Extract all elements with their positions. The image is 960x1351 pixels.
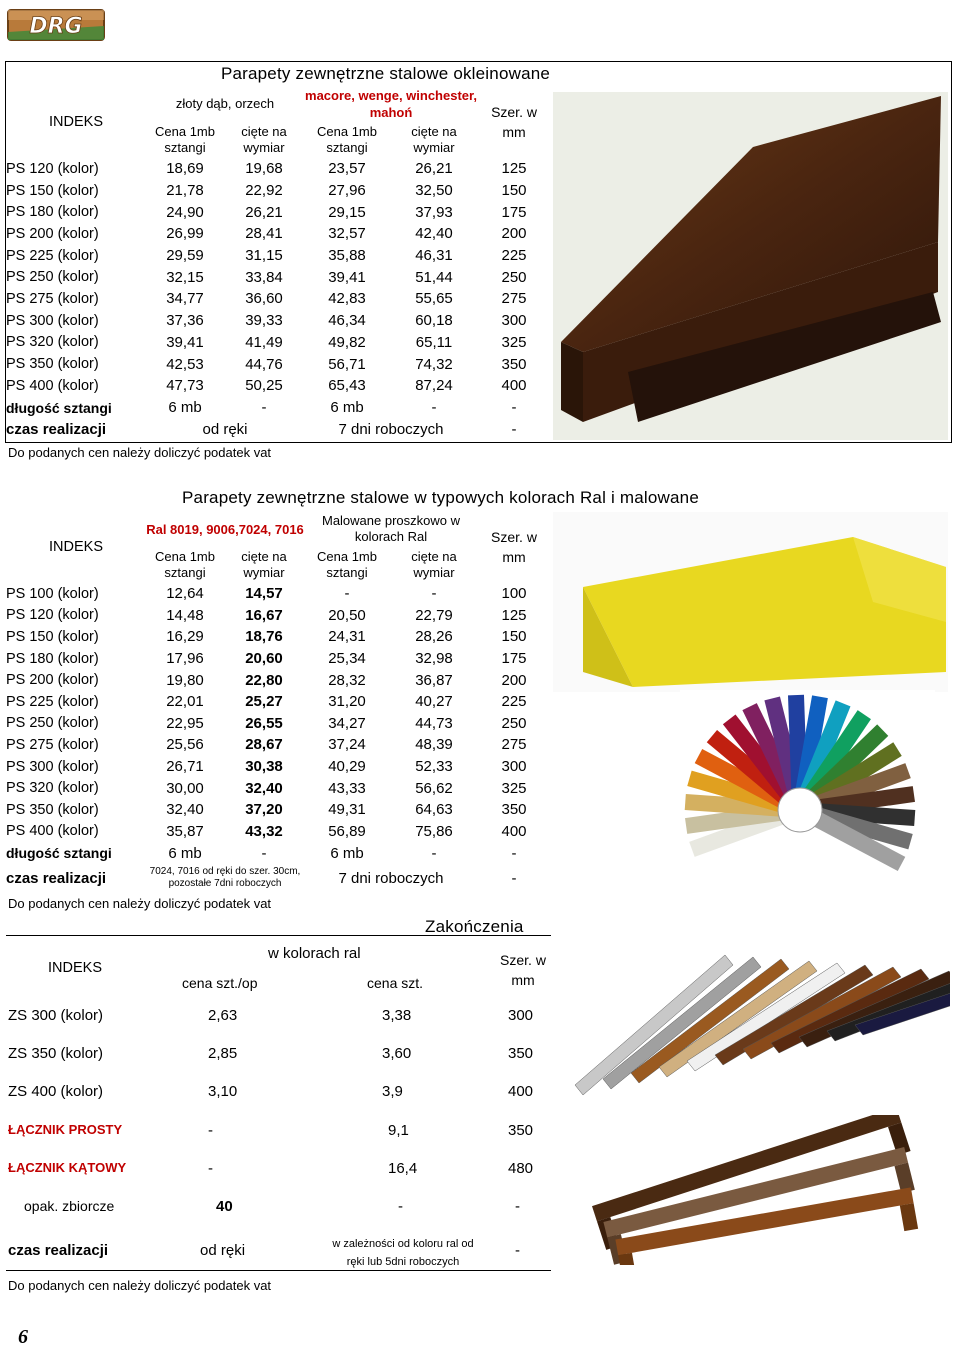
- section1-table: [6, 62, 550, 441]
- price-cell: 26,21: [415, 160, 453, 178]
- price-cell: 325: [501, 333, 527, 351]
- price-cell: 3,10: [208, 1083, 238, 1100]
- price-cell: 3,38: [382, 1007, 412, 1024]
- price-cell: 16,67: [245, 606, 283, 624]
- price-cell: 200: [501, 225, 527, 243]
- price-cell: 21,78: [166, 182, 204, 200]
- row-index: PS 200 (kolor): [6, 225, 99, 242]
- price-cell: 25,34: [328, 650, 366, 668]
- price-cell: 65,43: [328, 377, 366, 395]
- table-row: [6, 734, 550, 756]
- price-cell: 300: [508, 1007, 534, 1024]
- price-cell: 75,86: [415, 822, 453, 840]
- time-value: w zależności od koloru ral od ręki lub 5dni roboczych: [332, 1238, 474, 1268]
- section1-index-label: INDEKS: [49, 114, 103, 130]
- length-value: -: [431, 399, 437, 417]
- row-index: PS 275 (kolor): [6, 736, 99, 753]
- price-cell: 35,87: [166, 822, 204, 840]
- price-cell: 22,92: [245, 182, 283, 200]
- yellow-sill-photo: [553, 512, 948, 692]
- table-row: [6, 691, 550, 713]
- time-value: -: [511, 421, 517, 439]
- length-value: 6 mb: [168, 844, 202, 862]
- time-value: -: [515, 1242, 520, 1259]
- price-cell: 56,62: [415, 779, 453, 797]
- row-index: PS 400 (kolor): [6, 823, 99, 840]
- row-index: PS 275 (kolor): [6, 290, 99, 307]
- price-cell: 47,73: [166, 377, 204, 395]
- time-value: 7024, 7016 od ręki do szer. 30cm, pozostałe 7dni roboczych: [149, 866, 301, 890]
- row-index: PS 350 (kolor): [6, 801, 99, 818]
- length-value: -: [261, 399, 267, 417]
- fan-pivot: [778, 788, 822, 832]
- length-value: -: [511, 844, 517, 862]
- row-index: ZS 350 (kolor): [8, 1045, 104, 1062]
- end-caps-photo: [555, 935, 950, 1103]
- price-cell: 31,15: [245, 247, 283, 265]
- price-cell: 25,56: [166, 736, 204, 754]
- price-cell: 350: [501, 355, 527, 373]
- table-row: [6, 799, 550, 821]
- row-index: PS 300 (kolor): [6, 312, 99, 329]
- price-cell: 150: [501, 182, 527, 200]
- connector-label: ŁĄCZNIK KĄTOWY: [8, 1160, 127, 1175]
- price-cell: 225: [501, 247, 527, 265]
- row-index: PS 320 (kolor): [6, 334, 99, 351]
- price-cell: 39,41: [328, 268, 366, 286]
- table-row: [6, 583, 550, 605]
- length-value: -: [511, 399, 517, 417]
- price-cell: 56,71: [328, 355, 366, 373]
- logo-text: DRG: [29, 14, 83, 39]
- price-cell: 35,88: [328, 247, 366, 265]
- table-row: [6, 310, 550, 332]
- section2-col-header: Cena 1mb sztangi: [317, 549, 377, 580]
- price-cell: 40,27: [415, 693, 453, 711]
- price-cell: 42,83: [328, 290, 366, 308]
- price-cell: 20,50: [328, 606, 366, 624]
- row-index: PS 320 (kolor): [6, 780, 99, 797]
- section2-col-header: Cena 1mb sztangi: [155, 549, 215, 580]
- price-cell: 250: [501, 268, 527, 286]
- price-cell: 42,53: [166, 355, 204, 373]
- time-value: od ręki: [202, 421, 248, 439]
- length-value: 6 mb: [330, 399, 364, 417]
- price-cell: 64,63: [415, 801, 453, 819]
- price-cell: 26,21: [245, 203, 283, 221]
- table-row: [6, 223, 550, 245]
- section2-vat-note: Do podanych cen należy doliczyć podatek vat: [8, 896, 272, 911]
- section2-width-label: Szer. w mm: [491, 529, 537, 565]
- length-label: długość sztangi: [6, 845, 112, 862]
- row-index: PS 225 (kolor): [6, 247, 99, 264]
- price-cell: 3,9: [382, 1083, 403, 1100]
- price-cell: 50,25: [245, 377, 283, 395]
- price-cell: 20,60: [245, 650, 283, 668]
- price-cell: 14,57: [245, 585, 283, 603]
- price-cell: 19,68: [245, 160, 283, 178]
- connectors-photo: [575, 1115, 935, 1265]
- price-cell: 275: [501, 736, 527, 754]
- section1-group2-label: macore, wenge, winchester, mahoń: [305, 88, 477, 120]
- price-cell: 44,76: [245, 355, 283, 373]
- price-cell: 60,18: [415, 312, 453, 330]
- price-cell: 25,27: [245, 693, 283, 711]
- price-cell: 125: [501, 606, 527, 624]
- price-cell: 33,84: [245, 268, 283, 286]
- row-index: PS 180 (kolor): [6, 650, 99, 667]
- section3-width-label: Szer. w mm: [500, 952, 546, 988]
- price-cell: -: [344, 585, 350, 603]
- row-index: PS 150 (kolor): [6, 182, 99, 199]
- price-cell: 22,01: [166, 693, 204, 711]
- price-cell: -: [431, 585, 437, 603]
- price-cell: 32,50: [415, 182, 453, 200]
- price-cell: 51,44: [415, 268, 453, 286]
- price-cell: 37,20: [245, 801, 283, 819]
- price-cell: 29,15: [328, 203, 366, 221]
- section3-index-label: INDEKS: [48, 960, 102, 976]
- table-row: [6, 375, 550, 397]
- price-cell: 27,96: [328, 182, 366, 200]
- section3-group-label: w kolorach ral: [268, 945, 361, 962]
- row-index: PS 350 (kolor): [6, 356, 99, 373]
- price-cell: 28,26: [415, 628, 453, 646]
- section1-col-header: Cena 1mb sztangi: [155, 124, 215, 155]
- price-cell: 350: [501, 801, 527, 819]
- price-cell: 29,59: [166, 247, 204, 265]
- price-cell: 480: [508, 1160, 534, 1177]
- row-index: PS 250 (kolor): [6, 269, 99, 286]
- package-value: 40: [216, 1198, 233, 1215]
- package-label: opak. zbiorcze: [24, 1198, 115, 1214]
- table-row: [6, 713, 550, 735]
- table-row: [6, 158, 550, 180]
- table-row: [6, 777, 550, 799]
- price-cell: 31,20: [328, 693, 366, 711]
- price-cell: 26,99: [166, 225, 204, 243]
- price-cell: 43,32: [245, 822, 283, 840]
- row-index: PS 100 (kolor): [6, 585, 99, 602]
- row-index: PS 300 (kolor): [6, 758, 99, 775]
- time-label: czas realizacji: [6, 869, 107, 887]
- row-index: ZS 300 (kolor): [8, 1007, 104, 1024]
- price-cell: 46,31: [415, 247, 453, 265]
- price-cell: 44,73: [415, 714, 453, 732]
- price-cell: 56,89: [328, 822, 366, 840]
- price-cell: 48,39: [415, 736, 453, 754]
- table-row: [6, 821, 550, 843]
- time-value: 7 dni roboczych: [338, 421, 444, 439]
- price-cell: 19,80: [166, 671, 204, 689]
- price-cell: 37,36: [166, 312, 204, 330]
- price-cell: 28,67: [245, 736, 283, 754]
- price-cell: 2,85: [208, 1045, 238, 1062]
- price-cell: 32,40: [245, 779, 283, 797]
- table-row: [6, 332, 550, 354]
- price-cell: 32,15: [166, 268, 204, 286]
- section2-group2-label: Malowane proszkowo w kolorach Ral: [321, 513, 460, 544]
- price-cell: 18,69: [166, 160, 204, 178]
- section2-table: [6, 485, 699, 892]
- price-cell: 22,79: [415, 606, 453, 624]
- price-cell: 87,24: [415, 377, 453, 395]
- price-cell: 24,31: [328, 628, 366, 646]
- price-cell: 32,40: [166, 801, 204, 819]
- price-cell: 350: [508, 1122, 534, 1139]
- price-cell: 9,1: [388, 1122, 409, 1139]
- row-index: PS 180 (kolor): [6, 204, 99, 221]
- section1-col-header: Cena 1mb sztangi: [317, 124, 377, 155]
- price-cell: 14,48: [166, 606, 204, 624]
- drg-logo: [6, 6, 106, 44]
- row-index: PS 225 (kolor): [6, 693, 99, 710]
- row-index: PS 400 (kolor): [6, 377, 99, 394]
- price-cell: 150: [501, 628, 527, 646]
- length-label: długość sztangi: [6, 399, 112, 416]
- row-index: ZS 400 (kolor): [8, 1083, 104, 1100]
- price-cell: 300: [501, 312, 527, 330]
- length-value: -: [261, 844, 267, 862]
- row-index: PS 120 (kolor): [6, 607, 99, 624]
- price-cell: 12,64: [166, 585, 204, 603]
- price-cell: 350: [508, 1045, 534, 1062]
- price-cell: 30,00: [166, 779, 204, 797]
- section3-title: Zakończenia: [425, 917, 524, 936]
- price-cell: 28,41: [245, 225, 283, 243]
- price-cell: 39,33: [245, 312, 283, 330]
- price-cell: 28,32: [328, 671, 366, 689]
- row-index: PS 200 (kolor): [6, 672, 99, 689]
- price-cell: 26,71: [166, 758, 204, 776]
- table-row: [6, 626, 550, 648]
- section2-group1-label: Ral 8019, 9006,7024, 7016: [146, 521, 304, 537]
- price-cell: 52,33: [415, 758, 453, 776]
- price-cell: 32,57: [328, 225, 366, 243]
- time-label: czas realizacji: [6, 421, 107, 439]
- price-cell: 42,40: [415, 225, 453, 243]
- price-cell: 34,77: [166, 290, 204, 308]
- length-value: 6 mb: [168, 399, 202, 417]
- section1-width-label: Szer. w mm: [491, 104, 537, 140]
- section1-vat-note: Do podanych cen należy doliczyć podatek vat: [8, 445, 272, 460]
- table-row: [6, 605, 550, 627]
- price-cell: 400: [501, 822, 527, 840]
- price-cell: 275: [501, 290, 527, 308]
- connector-label: ŁĄCZNIK PROSTY: [8, 1122, 123, 1137]
- price-cell: 74,32: [415, 355, 453, 373]
- price-cell: 24,90: [166, 203, 204, 221]
- price-cell: 225: [501, 693, 527, 711]
- price-cell: 37,24: [328, 736, 366, 754]
- price-cell: 32,98: [415, 650, 453, 668]
- price-cell: 2,63: [208, 1007, 238, 1024]
- time-value: -: [511, 869, 517, 887]
- price-cell: 100: [501, 585, 527, 603]
- price-cell: 400: [501, 377, 527, 395]
- table-row: [6, 756, 550, 778]
- price-cell: 34,27: [328, 714, 366, 732]
- price-cell: 175: [501, 203, 527, 221]
- price-cell: 36,60: [245, 290, 283, 308]
- price-cell: 325: [501, 779, 527, 797]
- package-value: -: [515, 1198, 520, 1215]
- time-label: czas realizacji: [8, 1242, 109, 1259]
- price-cell: 40,29: [328, 758, 366, 776]
- price-cell: 23,57: [328, 160, 366, 178]
- section2-col-header: cięte na wymiar: [411, 549, 457, 580]
- table-row: [6, 180, 550, 202]
- section1-col-header: cięte na wymiar: [241, 124, 287, 155]
- price-cell: 46,34: [328, 312, 366, 330]
- time-value: od ręki: [200, 1242, 246, 1259]
- row-index: PS 250 (kolor): [6, 715, 99, 732]
- page-number: 6: [18, 1326, 28, 1348]
- price-cell: 26,55: [245, 714, 283, 732]
- price-cell: 43,33: [328, 779, 366, 797]
- price-cell: 18,76: [245, 628, 283, 646]
- price-cell: 3,60: [382, 1045, 412, 1062]
- price-cell: 49,31: [328, 801, 366, 819]
- section1-col-header: cięte na wymiar: [411, 124, 457, 155]
- table-row: [6, 648, 550, 670]
- section1-title: Parapety zewnętrzne stalowe okleinowane: [220, 64, 551, 83]
- price-cell: -: [208, 1122, 213, 1139]
- price-cell: 30,38: [245, 758, 283, 776]
- section2-title: Parapety zewnętrzne stalowe w typowych kolorach Ral i malowane: [182, 488, 699, 507]
- package-value: -: [398, 1198, 403, 1215]
- price-cell: 16,4: [388, 1160, 418, 1177]
- section3-col-header: cena szt.: [367, 975, 424, 991]
- section1-group1-label: złoty dąb, orzech: [175, 96, 275, 111]
- price-cell: 65,11: [415, 333, 453, 351]
- price-cell: 16,29: [166, 628, 204, 646]
- length-value: -: [431, 844, 437, 862]
- price-cell: 200: [501, 671, 527, 689]
- section2-index-label: INDEKS: [49, 539, 103, 555]
- price-cell: 55,65: [415, 290, 453, 308]
- price-cell: 175: [501, 650, 527, 668]
- price-cell: -: [208, 1160, 213, 1177]
- table-row: [6, 266, 550, 288]
- time-value: 7 dni roboczych: [338, 869, 444, 887]
- table-row: [6, 353, 550, 375]
- price-cell: 49,82: [328, 333, 366, 351]
- table-row: [6, 288, 550, 310]
- section3-col-header: cena szt./op: [182, 975, 258, 991]
- ral-color-fan-photo: [680, 690, 935, 900]
- table-row: [6, 201, 550, 223]
- price-cell: 125: [501, 160, 527, 178]
- price-cell: 41,49: [245, 333, 283, 351]
- table-row: [6, 669, 550, 691]
- section2-col-header: cięte na wymiar: [241, 549, 287, 580]
- price-cell: 22,95: [166, 714, 204, 732]
- price-cell: 36,87: [415, 671, 453, 689]
- price-cell: 39,41: [166, 333, 204, 351]
- row-index: PS 120 (kolor): [6, 160, 99, 177]
- price-cell: 300: [501, 758, 527, 776]
- price-cell: 250: [501, 714, 527, 732]
- length-value: 6 mb: [330, 844, 364, 862]
- price-cell: 17,96: [166, 650, 204, 668]
- price-cell: 37,93: [415, 203, 453, 221]
- section3-vat-note: Do podanych cen należy doliczyć podatek vat: [8, 1278, 272, 1293]
- price-cell: 400: [508, 1083, 534, 1100]
- walnut-sill-photo: [553, 92, 948, 440]
- table-row: [6, 245, 550, 267]
- price-cell: 22,80: [245, 671, 283, 689]
- row-index: PS 150 (kolor): [6, 628, 99, 645]
